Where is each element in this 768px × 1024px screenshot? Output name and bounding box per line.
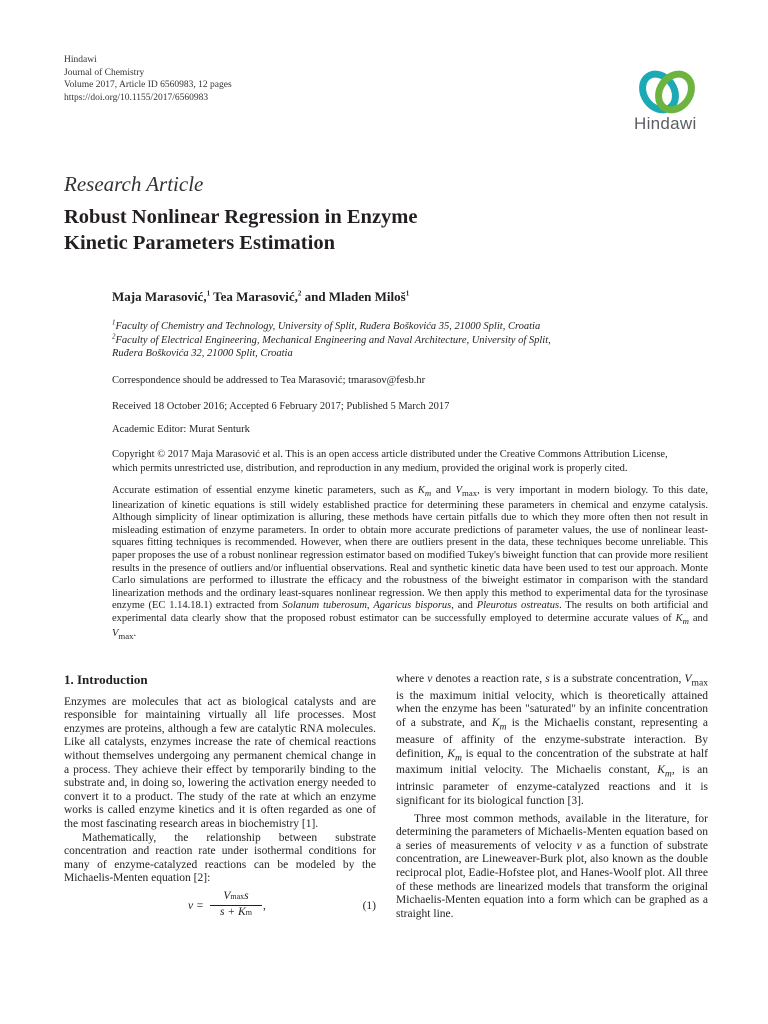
vmax-subscript: max <box>462 488 478 499</box>
km-subscript-2: m <box>682 616 689 627</box>
c2-text-f: is equal to the concentration of the substrate at half maximum initial velocity. The Michaelis constant, <box>396 747 709 777</box>
km-subscript: m <box>424 488 432 499</box>
v-symbol: v <box>427 673 433 685</box>
equation-1 <box>64 890 376 924</box>
km-symbol-c2c: K <box>657 764 665 777</box>
c2-p2-text-a: Three most common methods, available in the literature, for determining the parameters of Michaelis-Menten equation based on a series of measurements of velocity <box>396 812 708 852</box>
vmax-subscript-c2: max <box>691 677 709 689</box>
c2-p2-text-b: as a function of substrate concentration, are Lineweaver-Burk plot, also known as the double reciprocal plot, Eadie-Hofstee plot, and Hanes-Woolf plot. All three of these methods are linearized models that transform the original Michaelis-Menten equation into a form which can be graphed as a straight line. <box>396 839 708 920</box>
v-symbol-2: v <box>576 839 582 852</box>
c2-text-e: is the Michaelis constant, representing a measure of affinity of the enzyme-substrate interaction. By definition, <box>396 717 708 760</box>
s-symbol: s <box>545 673 550 685</box>
eq-num-sub: max <box>230 891 245 901</box>
eq-den-sub: m <box>245 907 252 917</box>
species-3: Pleurotus ostreatus <box>476 600 560 612</box>
species-2: Agaricus bisporus <box>373 600 452 612</box>
copyright-line-1: Copyright © 2017 Maja Marasović et al. This is an open access article distributed under the Creative Commons Attribution License, <box>112 449 668 460</box>
affiliation-2-cont: Ruđera Boškovića 32, 21000 Split, Croatia <box>112 348 293 359</box>
aff1-text: Faculty of Chemistry and Technology, University of Split, Ruđera Boškovića 35, 21000 Split, Croatia <box>115 321 541 332</box>
equation-number: (1) <box>362 899 376 912</box>
equation-lhs: v = <box>188 899 204 912</box>
km-subscript-c2b: m <box>455 751 462 763</box>
abstract-text-6: . <box>133 627 137 639</box>
equation-denominator <box>210 906 262 920</box>
aff2-marker: 2 <box>112 332 116 340</box>
author-list <box>112 289 409 305</box>
abstract-text-4: . The results on both artificial and experimental data clearly show that the proposed robust estimator can be successfully employed to determine accurate values of <box>112 600 709 625</box>
journal-name: Journal of Chemistry <box>64 67 145 78</box>
section-heading-introduction: 1. Introduction <box>64 672 148 687</box>
article-title <box>64 204 704 256</box>
doi-link[interactable]: https://doi.org/10.1155/2017/6560983 <box>64 92 209 103</box>
km-symbol-2: K <box>675 613 683 625</box>
abstract-text-2: and <box>431 485 456 496</box>
c2-text-g: , is an intrinsic parameter of enzyme-catalyzed reactions and it is significant for its biological function [3]. <box>396 764 708 807</box>
intro-paragraph-2: Mathematically, the relationship between substrate concentration and reaction rate under isothermal conditions for many of enzyme-catalyzed reactions can be modeled by the Michaelis-Menten equation [2]: <box>64 831 376 885</box>
species-1: Solanum tuberosum <box>282 600 367 612</box>
aff2-text-line1: Faculty of Electrical Engineering, Mechanical Engineering and Naval Architecture, University of Split, <box>115 334 551 346</box>
abstract <box>112 485 708 642</box>
km-symbol: K <box>417 485 425 496</box>
publisher-name: Hindawi <box>64 55 97 65</box>
eq-num-v: V <box>223 889 231 902</box>
body-column-left <box>64 673 376 924</box>
affiliation-2 <box>112 334 672 348</box>
aff1-marker: 1 <box>112 318 116 327</box>
correspondence: Correspondence should be addressed to Tea Marasović; tmarasov@fesb.hr <box>112 375 426 386</box>
abstract-text-1: Accurate estimation of essential enzyme kinetic parameters, such as <box>112 485 418 496</box>
species-sep-2: , and <box>451 600 477 612</box>
author-3-affil: 1 <box>405 289 410 298</box>
km-symbol-c2b: K <box>447 747 455 760</box>
author-2-affil: 2 <box>297 289 302 298</box>
c2-text-d: is the maximum initial velocity, which is theoretically attained when the enzyme has been "saturated" by an infinite concentration of a substrate, and <box>396 689 708 730</box>
title-line-1: Robust Nonlinear Regression in Enzyme <box>64 206 418 228</box>
vmax-subscript-2: max <box>118 630 134 641</box>
journal-info <box>64 54 232 104</box>
volume-line: Volume 2017, Article ID 6560983, 12 pages <box>64 80 232 90</box>
vmax-symbol: V <box>455 485 463 496</box>
abstract-text-3: , is very important in modern biology. To this date, linearization of kinetic equations is still widely established practice for determining these parameters in chemical and enzyme catalysis. Although simplicity of linear optimization is alluring, these methods have certain pitfalls due to which they more often then not result in misleading estimation of enzyme parameters. In order to obtain more accurate predictions of parameter values, the use of nonlinear least-squares fitting techniques is recommended. However, when there are outliers present in the data, these techniques become unreliable. This paper proposes the use of a robust nonlinear regression estimator based on modified Tukey's biweight function that can provide more resilient results in the presence of outliers and/or influential observations. Real and synthetic kinetic data have been used to test our approach. Monte Carlo simulations are performed to illustrate the efficacy and the robustness of the biweight estimator in comparison with the standard linearization methods and the ordinary least-squares nonlinear regression. We then apply this method to experimental data for the tyrosinase enzyme (EC 1.14.18.1) extracted from <box>112 485 708 612</box>
eq-num-s: s <box>244 889 249 902</box>
intro-paragraph-4 <box>396 813 708 922</box>
c2-text-a: where <box>396 673 428 685</box>
km-subscript-c2: m <box>499 721 507 733</box>
affiliation-1 <box>112 320 672 334</box>
eq-den-s: s + K <box>220 905 246 918</box>
article-type: Research Article <box>64 172 204 196</box>
author-1[interactable]: Maja Marasović, <box>112 289 207 304</box>
title-line-2: Kinetic Parameters Estimation <box>64 232 335 254</box>
intro-paragraph-3 <box>396 673 708 809</box>
equation-numerator <box>210 890 262 906</box>
c2-text-b: denotes a reaction rate, <box>432 673 546 685</box>
vmax-symbol-2: V <box>112 627 119 639</box>
academic-editor: Academic Editor: Murat Senturk <box>112 424 250 435</box>
intro-paragraph-1: Enzymes are molecules that act as biological catalysts and are responsible for maintaining virtually all life processes. Most enzymes are proteins, although a few are catalytic RNA molecules. Like all catalysts, enzymes increase the rate of chemical reactions without themselves undergoing any permanent chemical change in a process. They achieve their effect by temporarily binding to the substrate and, in doing so, lowering the activation energy needed to convert it to a product. The study of the rate at which an enzyme works is called enzyme kinetics and it is often regarded as one of the most fascinating research areas in biochemistry [1]. <box>64 695 376 830</box>
copyright-notice <box>112 448 708 475</box>
publication-dates: Received 18 October 2016; Accepted 6 February 2017; Published 5 March 2017 <box>112 401 450 412</box>
author-3[interactable]: and Mladen Miloš <box>301 289 406 304</box>
equation-comma: , <box>263 899 266 912</box>
species-sep-1: , <box>366 600 374 612</box>
author-1-affil: 1 <box>206 289 211 298</box>
km-symbol-c2: K <box>491 717 500 730</box>
affiliations <box>112 320 672 361</box>
vmax-symbol-c2: V <box>684 673 692 685</box>
equation-fraction <box>210 890 262 919</box>
c2-text-c: is a substrate concentration, <box>549 673 685 685</box>
km-subscript-c2c: m <box>664 768 672 780</box>
abstract-text-5: and <box>688 613 708 625</box>
body-column-right <box>396 673 708 921</box>
author-2[interactable]: Tea Marasović, <box>210 289 298 304</box>
copyright-line-2: which permits unrestricted use, distribution, and reproduction in any medium, provided the original work is properly cited. <box>112 462 628 474</box>
hindawi-logo-text: Hindawi <box>634 114 697 133</box>
